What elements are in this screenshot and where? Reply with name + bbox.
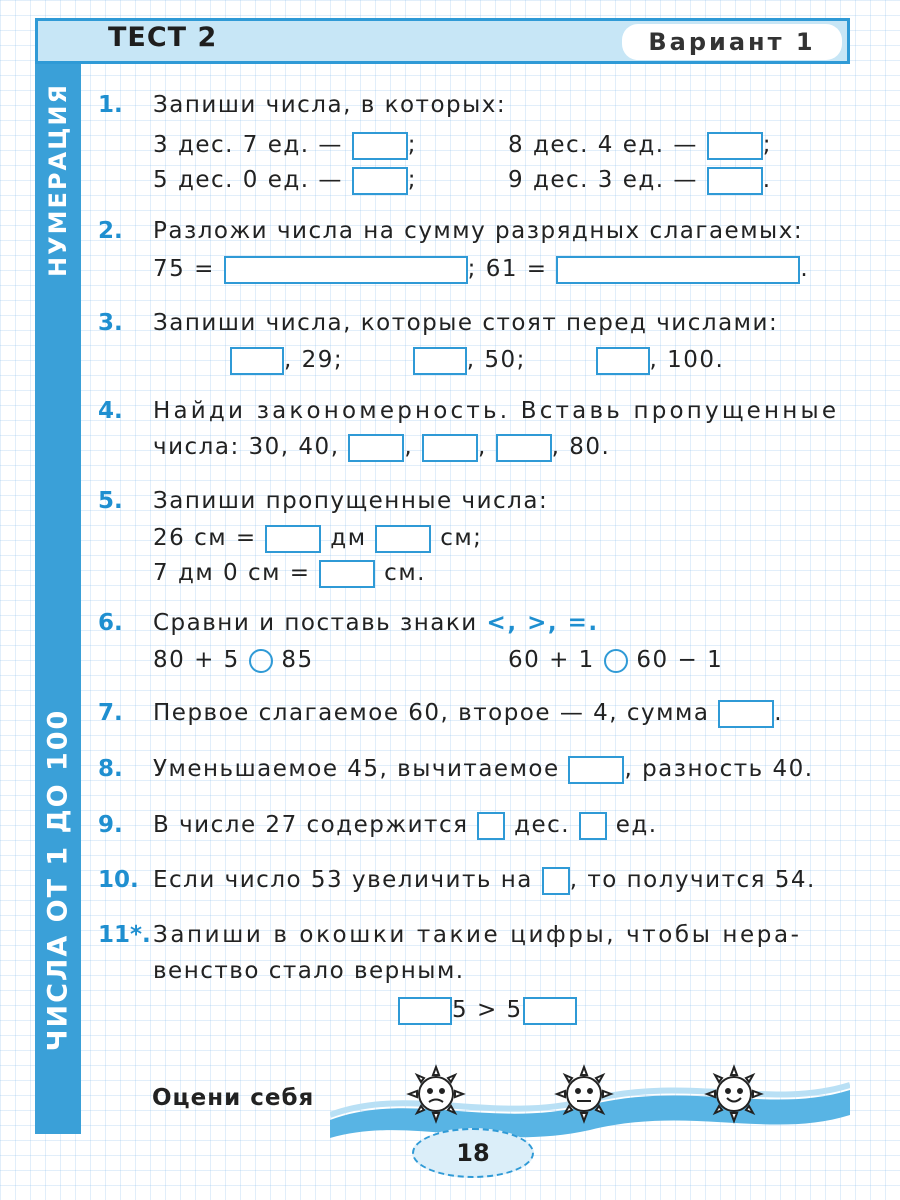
task-number: 9. (98, 812, 123, 838)
variant-label: Вариант 1 (622, 24, 842, 60)
answer-box[interactable] (398, 997, 452, 1025)
task-11-text: Запиши в окошки такие цифры, чтобы нера- (153, 922, 802, 948)
task-3-line: , 29; , 50; , 100. (230, 341, 724, 379)
sun-icon[interactable] (553, 1063, 615, 1125)
task-number: 7. (98, 700, 123, 726)
task-4-text: Найди закономерность. Вставь пропущенные (153, 398, 840, 424)
answer-box[interactable] (265, 525, 321, 553)
answer-box[interactable] (352, 167, 408, 195)
task-number: 6. (98, 610, 123, 636)
answer-box[interactable] (542, 867, 570, 895)
task-1-row-2: 5 дес. 0 ед. — ; (153, 167, 417, 193)
task-number: 10. (98, 867, 139, 893)
answer-box[interactable] (413, 347, 467, 375)
answer-box[interactable] (352, 132, 408, 160)
task-1-row-1: 3 дес. 7 ед. — ; (153, 132, 417, 158)
answer-box[interactable] (375, 525, 431, 553)
answer-box[interactable] (718, 700, 774, 728)
page-number: 18 (412, 1128, 534, 1178)
task-number: 5. (98, 488, 123, 514)
task-6-right: 60 + 1 60 − 1 (508, 647, 724, 673)
side-section-label: ЧИСЛА ОТ 1 ДО 100 (42, 708, 74, 1052)
task-3-text: Запиши числа, которые стоят перед числами: (153, 310, 779, 336)
task-8-line: Уменьшаемое 45, вычитаемое , разность 40. (153, 756, 814, 782)
answer-box[interactable] (707, 167, 763, 195)
answer-box[interactable] (477, 812, 505, 840)
task-5-line-2: 7 дм 0 см = см. (153, 560, 426, 586)
answer-box[interactable] (348, 434, 404, 462)
task-7-line: Первое слагаемое 60, второе — 4, сумма . (153, 700, 784, 726)
task-number: 3. (98, 310, 123, 336)
task-4-line: числа: 30, 40, , , , 80. (153, 434, 611, 460)
answer-box[interactable] (596, 347, 650, 375)
task-number: 1. (98, 92, 123, 118)
task-11-inequality: 5 > 5 (398, 991, 577, 1029)
task-5-text: Запиши пропущенные числа: (153, 488, 549, 514)
task-1-row-1-right: 8 дес. 4 ед. — ; (508, 132, 772, 158)
task-1-text: Запиши числа, в которых: (153, 92, 507, 118)
answer-box[interactable] (523, 997, 577, 1025)
answer-box[interactable] (230, 347, 284, 375)
task-11-text-2: венство стало верным. (153, 958, 465, 984)
answer-box[interactable] (319, 560, 375, 588)
answer-box[interactable] (496, 434, 552, 462)
compare-circle[interactable] (604, 649, 628, 673)
task-1-row-2-right: 9 дес. 3 ед. — . (508, 167, 772, 193)
comparison-signs: <, >, =. (486, 610, 599, 636)
compare-circle[interactable] (249, 649, 273, 673)
self-assessment-label: Оцени себя (152, 1085, 315, 1111)
task-number: 11*. (98, 922, 151, 948)
task-5-line-1: 26 см = дм см; (153, 525, 483, 551)
answer-box[interactable] (579, 812, 607, 840)
task-10-line: Если число 53 увеличить на , то получится 54. (153, 867, 816, 893)
task-2-text: Разложи числа на сумму разрядных слагаемых: (153, 218, 804, 244)
task-2-line: 75 = ; 61 = . (153, 256, 810, 282)
task-number: 2. (98, 218, 123, 244)
side-topic-label: НУМЕРАЦИЯ (44, 83, 72, 277)
sun-icon[interactable] (405, 1063, 467, 1125)
task-6-left: 80 + 5 85 (153, 647, 314, 673)
answer-box[interactable] (707, 132, 763, 160)
task-number: 4. (98, 398, 123, 424)
answer-box[interactable] (568, 756, 624, 784)
answer-box[interactable] (224, 256, 468, 284)
task-9-line: В числе 27 содержится дес. ед. (153, 812, 658, 838)
sun-icon[interactable] (703, 1063, 765, 1125)
answer-box[interactable] (556, 256, 800, 284)
task-number: 8. (98, 756, 123, 782)
task-6-text: Сравни и поставь знаки <, >, =. (153, 610, 599, 636)
answer-box[interactable] (422, 434, 478, 462)
test-title: ТЕСТ 2 (108, 22, 218, 53)
